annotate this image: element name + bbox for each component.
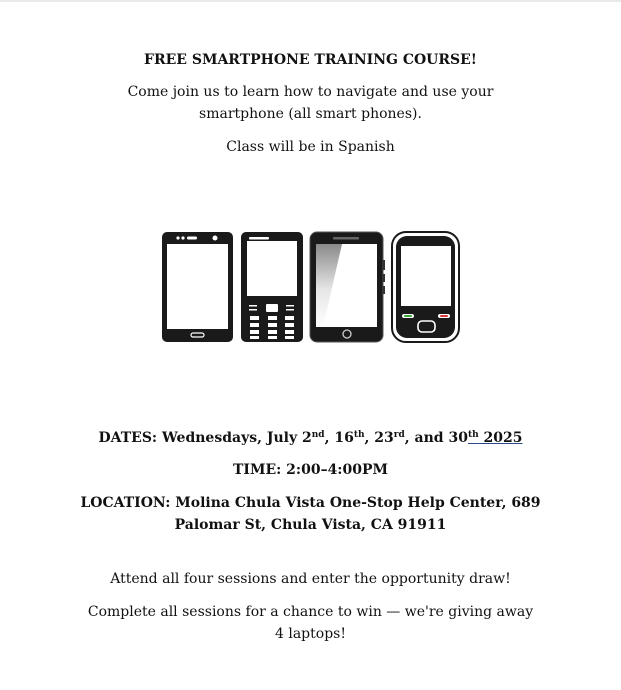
location-line-1: LOCATION: Molina Chula Vista One-Stop Help Center, 689: [80, 495, 541, 511]
time-line: TIME: 2:00–4:00PM: [233, 462, 388, 478]
rounded-phone-icon: [392, 232, 459, 342]
smartphone-icon: [310, 232, 385, 342]
language-note: Class will be in Spanish: [226, 139, 395, 155]
dates-sup-3: rd: [393, 430, 405, 440]
phones-illustration: [160, 230, 462, 345]
tablet-phone-icon: [162, 232, 233, 342]
dates-line: [40, 427, 581, 449]
flyer-title: FREE SMARTPHONE TRAINING COURSE!: [144, 52, 477, 68]
dates-underlined-year: [468, 430, 523, 446]
page-top-border: [0, 0, 621, 2]
prize-line-1: Complete all sessions for a chance to win — we're giving away: [87, 604, 534, 620]
dates-part-3: , 23: [364, 430, 394, 446]
intro-line-1: Come join us to learn how to navigate and use your: [127, 84, 494, 100]
draw-note: Attend all four sessions and enter the opportunity draw!: [110, 571, 511, 587]
dates-year: 2025: [478, 430, 523, 446]
location-line-2: Palomar St, Chula Vista, CA 91911: [174, 517, 447, 533]
keypad-phone-icon: [241, 232, 303, 342]
intro-line-2: smartphone (all smart phones).: [199, 106, 422, 122]
dates-part-2: , 16: [324, 430, 354, 446]
dates-part-4: , and 30: [404, 430, 468, 446]
dates-prefix: DATES: Wednesdays, July 2: [98, 430, 312, 446]
prize-line-2: 4 laptops!: [275, 626, 346, 642]
dates-sup-2: th: [353, 430, 365, 440]
dates-sup-1: nd: [311, 430, 325, 440]
dates-sup-4: th: [467, 430, 479, 440]
